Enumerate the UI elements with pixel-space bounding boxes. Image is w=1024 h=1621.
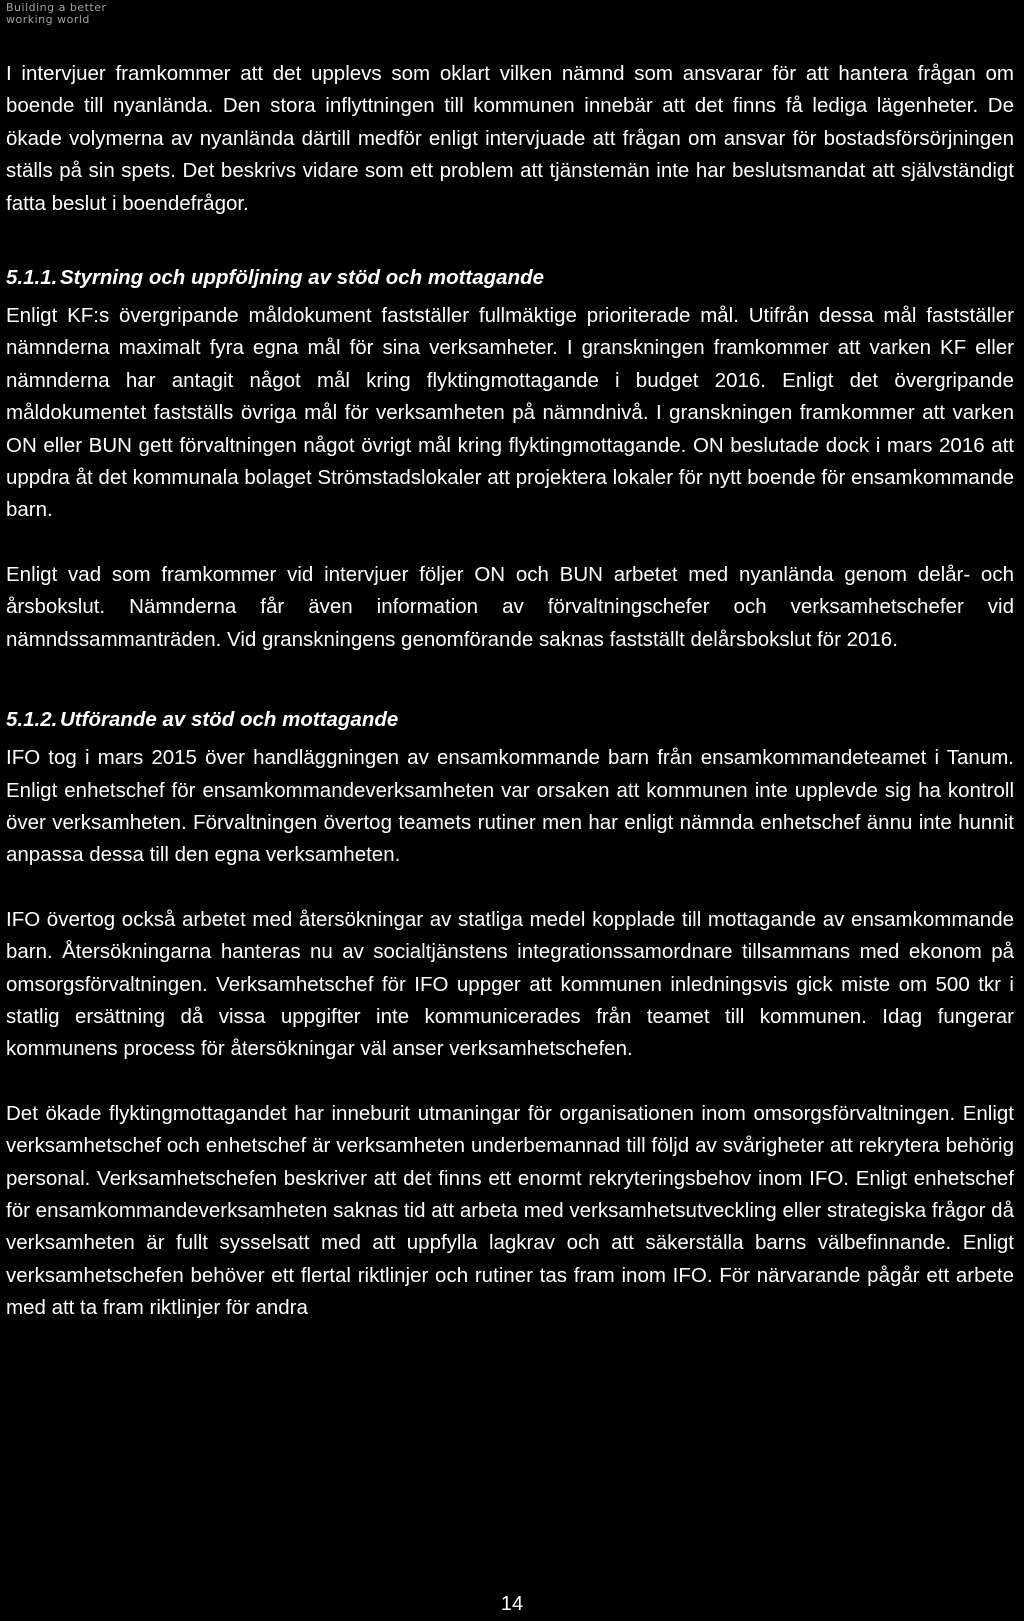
section-number: 5.1.1. <box>6 266 58 290</box>
section-heading-5-1-1 <box>6 262 1014 294</box>
section-5-1-1-paragraph-1: Enligt KF:s övergripande måldokument fastställer fullmäktige prioriterade mål. Utifrån dessa mål fastställer nämnderna maximalt fyra egna mål för sina verksamheter. I granskningen framkommer att varken KF eller nämnderna har antagit något mål kring flyktingmottagande i budget 2016. Enligt det övergripande måldokumentet fastställs övriga mål för verksamheten på nämndnivå. I granskningen framkommer att varken ON eller BUN gett förvaltningen något övrigt mål kring flyktingmottagande. ON beslutade dock i mars 2016 att uppdra åt det kommunala bolaget Strömstadslokaler att projektera lokaler för nytt boende för ensamkommande barn. <box>6 304 1014 522</box>
section-5-1-2-paragraph-2: IFO övertog också arbetet med återsökningar av statliga medel kopplade till mottagande av ensamkommande barn. Återsökningarna hanteras nu av socialtjänstens integrationssamordnare tillsammans med ekonom på omsorgsförvaltningen. Verksamhetschef för IFO uppger att kommunen inledningsvis gick miste om 500 tkr i statlig ersättning då vissa uppgifter inte kommunicerades från teamet till kommunen. Idag fungerar kommunens process för återsökningar väl anser verksamhetschefen. <box>6 907 1014 1061</box>
section-title: Utförande av stöd och mottagande <box>60 708 399 732</box>
document-body <box>6 58 1014 1325</box>
section-5-1-2-paragraph-3: Det ökade flyktingmottagandet har inneburit utmaningar för organisationen inom omsorgsförvaltningen. Enligt verksamhetschef och enhetschef är verksamheten underbemannad till följd av svårigheter att rekrytera behörig personal. Verksamhetschefen beskriver att det finns ett enormt rekryteringsbehov inom IFO. Enligt enhetschef för ensamkommandeverksamheten saknas tid att arbeta med verksamhetsutveckling eller strategiska frågor då verksamheten är fullt sysselsatt med att uppfylla lagkrav och att säkerställa barns välbefinnande. Enligt verksamhetschefen behöver ett flertal riktlinjer och rutiner tas fram inom IFO. För närvarande pågår ett arbete med att ta fram riktlinjer för andra <box>6 1101 1014 1320</box>
company-logo <box>6 2 146 26</box>
section-title: Styrning och uppföljning av stöd och mottagande <box>60 266 545 290</box>
section-number: 5.1.2. <box>6 708 58 732</box>
logo-tagline-line1: Building a better <box>6 1 107 14</box>
logo-tagline-line2: working world <box>6 13 90 26</box>
section-5-1-1-paragraph-2: Enligt vad som framkommer vid intervjuer följer ON och BUN arbetet med nyanlända genom delår- och årsbokslut. Nämnderna får även information av förvaltningschefer och verksamhetschefer vid nämndssammanträden. Vid granskningens genomförande saknas fastställt delårsbokslut för 2016. <box>6 562 1014 651</box>
section-5-1-2-paragraph-1: IFO tog i mars 2015 över handläggningen av ensamkommande barn från ensamkommandeteamet i Tanum. Enligt enhetschef för ensamkommandeverksamheten var orsaken att kommunen inte upplevde sig ha kontroll över verksamheten. Förvaltningen övertog teamets rutiner men har enligt nämnda enhetschef ännu inte hunnit anpassa dessa till den egna verksamheten. <box>6 746 1014 867</box>
intro-paragraph: I intervjuer framkommer att det upplevs som oklart vilken nämnd som ansvarar för att hantera frågan om boende till nyanlända. Den stora inflyttningen till kommunen innebär att det finns få lediga lägenheter. De ökade volymerna av nyanlända därtill medför enligt intervjuade att frågan om ansvar för bostadsförsörjningen ställs på sin spets. Det beskrivs vidare som ett problem att tjänstemän inte har beslutsmandat att självständigt fatta beslut i boendefrågor. <box>6 62 1014 215</box>
page-number: 14 <box>500 1593 524 1615</box>
section-heading-5-1-2 <box>6 704 1014 736</box>
